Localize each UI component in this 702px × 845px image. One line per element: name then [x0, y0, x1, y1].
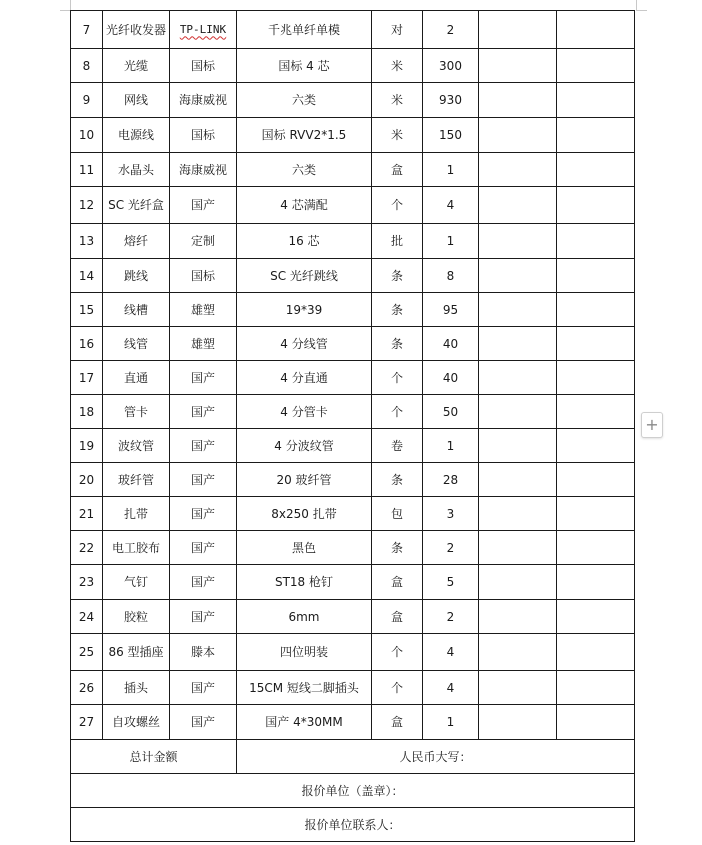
item-unit: 条	[372, 327, 423, 361]
item-quantity: 5	[423, 565, 479, 600]
unit-price-cell[interactable]	[479, 395, 557, 429]
item-brand: 国标	[170, 118, 237, 153]
item-quantity: 1	[423, 429, 479, 463]
item-name: 胶粒	[103, 600, 170, 634]
item-unit: 米	[372, 49, 423, 83]
amount-cell[interactable]	[557, 361, 635, 395]
item-unit: 个	[372, 671, 423, 705]
amount-cell[interactable]	[557, 293, 635, 327]
unit-price-cell[interactable]	[479, 49, 557, 83]
table-row	[71, 11, 635, 49]
unit-price-cell[interactable]	[479, 259, 557, 293]
item-spec: 19*39	[237, 293, 372, 327]
item-quantity: 40	[423, 361, 479, 395]
item-unit: 盒	[372, 705, 423, 740]
item-quantity: 4	[423, 187, 479, 224]
item-spec: SC 光纤跳线	[237, 259, 372, 293]
row-number: 20	[71, 463, 103, 497]
total-row	[71, 740, 635, 774]
item-brand: 滕本	[170, 634, 237, 671]
item-name: 86 型插座	[103, 634, 170, 671]
plus-icon: +	[645, 415, 659, 434]
item-spec: 8x250 扎带	[237, 497, 372, 531]
item-quantity: 3	[423, 497, 479, 531]
amount-cell[interactable]	[557, 671, 635, 705]
item-spec: 4 分直通	[237, 361, 372, 395]
item-brand: 国产	[170, 361, 237, 395]
item-spec: 六类	[237, 83, 372, 118]
table-row	[71, 83, 635, 118]
table-row	[71, 49, 635, 83]
item-quantity: 300	[423, 49, 479, 83]
item-name: 管卡	[103, 395, 170, 429]
item-spec: 国产 4*30MM	[237, 705, 372, 740]
quotation-table	[70, 10, 635, 842]
item-name: SC 光纤盒	[103, 187, 170, 224]
amount-cell[interactable]	[557, 634, 635, 671]
item-spec: 千兆单纤单模	[237, 11, 372, 49]
item-quantity: 930	[423, 83, 479, 118]
unit-price-cell[interactable]	[479, 463, 557, 497]
amount-cell[interactable]	[557, 224, 635, 259]
item-spec: 16 芯	[237, 224, 372, 259]
item-unit: 包	[372, 497, 423, 531]
table-row	[71, 293, 635, 327]
item-unit: 个	[372, 361, 423, 395]
item-spec: 6mm	[237, 600, 372, 634]
amount-cell[interactable]	[557, 565, 635, 600]
item-quantity: 40	[423, 327, 479, 361]
item-brand: 海康威视	[170, 153, 237, 187]
contact-row	[71, 808, 635, 842]
item-name: 电源线	[103, 118, 170, 153]
item-spec: 4 分管卡	[237, 395, 372, 429]
amount-cell[interactable]	[557, 705, 635, 740]
item-brand: 国标	[170, 49, 237, 83]
amount-cell[interactable]	[557, 118, 635, 153]
row-number: 27	[71, 705, 103, 740]
unit-price-cell[interactable]	[479, 531, 557, 565]
item-brand: 定制	[170, 224, 237, 259]
add-row-button[interactable]	[641, 412, 663, 438]
item-quantity: 4	[423, 634, 479, 671]
amount-cell[interactable]	[557, 463, 635, 497]
table-row	[71, 463, 635, 497]
item-quantity: 50	[423, 395, 479, 429]
amount-cell[interactable]	[557, 600, 635, 634]
item-brand: 雄塑	[170, 327, 237, 361]
table-row	[71, 497, 635, 531]
item-spec: 15CM 短线二脚插头	[237, 671, 372, 705]
unit-price-cell[interactable]	[479, 224, 557, 259]
table-row	[71, 395, 635, 429]
unit-price-cell[interactable]	[479, 293, 557, 327]
unit-price-cell[interactable]	[479, 565, 557, 600]
table-row	[71, 671, 635, 705]
table-row	[71, 705, 635, 740]
item-brand: 国产	[170, 429, 237, 463]
amount-cell[interactable]	[557, 83, 635, 118]
item-spec: 20 玻纤管	[237, 463, 372, 497]
table-row	[71, 118, 635, 153]
unit-price-cell[interactable]	[479, 497, 557, 531]
item-quantity: 8	[423, 259, 479, 293]
table-row	[71, 429, 635, 463]
item-name: 插头	[103, 671, 170, 705]
item-name: 光缆	[103, 49, 170, 83]
item-name: 光纤收发器	[103, 11, 170, 49]
item-unit: 盒	[372, 600, 423, 634]
item-brand: 海康威视	[170, 83, 237, 118]
item-name: 直通	[103, 361, 170, 395]
unit-price-cell[interactable]	[479, 327, 557, 361]
amount-cell[interactable]	[557, 11, 635, 49]
company-row	[71, 774, 635, 808]
unit-price-cell[interactable]	[479, 11, 557, 49]
row-number: 14	[71, 259, 103, 293]
spellcheck-underline: TP-LINK	[179, 22, 227, 36]
item-spec: 4 分波纹管	[237, 429, 372, 463]
item-unit: 米	[372, 83, 423, 118]
item-name: 线管	[103, 327, 170, 361]
item-unit: 个	[372, 187, 423, 224]
unit-price-cell[interactable]	[479, 671, 557, 705]
row-number: 13	[71, 224, 103, 259]
item-quantity: 2	[423, 531, 479, 565]
row-number: 22	[71, 531, 103, 565]
item-quantity: 1	[423, 153, 479, 187]
row-number: 15	[71, 293, 103, 327]
row-number: 16	[71, 327, 103, 361]
item-name: 气钉	[103, 565, 170, 600]
item-unit: 盒	[372, 153, 423, 187]
quoting-contact-field[interactable]: 报价单位联系人：	[71, 808, 635, 842]
item-name: 线槽	[103, 293, 170, 327]
table-row	[71, 565, 635, 600]
item-quantity: 2	[423, 600, 479, 634]
unit-price-cell[interactable]	[479, 118, 557, 153]
item-unit: 米	[372, 118, 423, 153]
table-row	[71, 153, 635, 187]
amount-cell[interactable]	[557, 429, 635, 463]
item-quantity: 95	[423, 293, 479, 327]
item-brand	[170, 11, 237, 49]
unit-price-cell[interactable]	[479, 187, 557, 224]
row-number: 12	[71, 187, 103, 224]
table-row	[71, 187, 635, 224]
item-spec: 4 分线管	[237, 327, 372, 361]
row-number: 11	[71, 153, 103, 187]
unit-price-cell[interactable]	[479, 634, 557, 671]
item-spec: ST18 枪钉	[237, 565, 372, 600]
item-spec: 国标 RVV2*1.5	[237, 118, 372, 153]
table-row	[71, 327, 635, 361]
item-brand: 国产	[170, 671, 237, 705]
item-name: 网线	[103, 83, 170, 118]
unit-price-cell[interactable]	[479, 429, 557, 463]
item-brand: 国产	[170, 395, 237, 429]
item-spec: 六类	[237, 153, 372, 187]
amount-cell[interactable]	[557, 395, 635, 429]
amount-cell[interactable]	[557, 497, 635, 531]
table-row	[71, 531, 635, 565]
amount-cell[interactable]	[557, 531, 635, 565]
item-spec: 国标 4 芯	[237, 49, 372, 83]
item-unit: 条	[372, 463, 423, 497]
row-number: 7	[71, 11, 103, 49]
item-brand: 国标	[170, 259, 237, 293]
item-unit: 对	[372, 11, 423, 49]
unit-price-cell[interactable]	[479, 361, 557, 395]
item-name: 扎带	[103, 497, 170, 531]
rmb-uppercase-field[interactable]: 人民币大写：	[237, 740, 635, 774]
row-number: 23	[71, 565, 103, 600]
item-name: 电工胶布	[103, 531, 170, 565]
amount-cell[interactable]	[557, 327, 635, 361]
table-row	[71, 224, 635, 259]
item-unit: 条	[372, 293, 423, 327]
unit-price-cell[interactable]	[479, 153, 557, 187]
item-unit: 个	[372, 634, 423, 671]
amount-cell[interactable]	[557, 49, 635, 83]
item-brand: 国产	[170, 600, 237, 634]
item-spec: 4 芯满配	[237, 187, 372, 224]
item-quantity: 1	[423, 705, 479, 740]
item-unit: 条	[372, 259, 423, 293]
table-row	[71, 634, 635, 671]
table-row	[71, 600, 635, 634]
row-number: 25	[71, 634, 103, 671]
unit-price-cell[interactable]	[479, 83, 557, 118]
item-spec: 四位明装	[237, 634, 372, 671]
item-name: 波纹管	[103, 429, 170, 463]
item-spec: 黑色	[237, 531, 372, 565]
item-name: 玻纤管	[103, 463, 170, 497]
row-number: 24	[71, 600, 103, 634]
row-number: 17	[71, 361, 103, 395]
row-number: 18	[71, 395, 103, 429]
item-quantity: 28	[423, 463, 479, 497]
page-corner-mark-right	[636, 0, 647, 11]
unit-price-cell[interactable]	[479, 600, 557, 634]
item-brand: 国产	[170, 565, 237, 600]
item-unit: 批	[372, 224, 423, 259]
amount-cell[interactable]	[557, 187, 635, 224]
item-quantity: 150	[423, 118, 479, 153]
item-unit: 盒	[372, 565, 423, 600]
item-quantity: 1	[423, 224, 479, 259]
item-brand: 国产	[170, 531, 237, 565]
item-quantity: 4	[423, 671, 479, 705]
item-brand: 国产	[170, 187, 237, 224]
item-quantity: 2	[423, 11, 479, 49]
item-unit: 卷	[372, 429, 423, 463]
item-brand: 雄塑	[170, 293, 237, 327]
item-unit: 条	[372, 531, 423, 565]
row-number: 26	[71, 671, 103, 705]
item-brand: 国产	[170, 497, 237, 531]
total-amount-label: 总计金额	[71, 740, 237, 774]
row-number: 8	[71, 49, 103, 83]
unit-price-cell[interactable]	[479, 705, 557, 740]
item-name: 水晶头	[103, 153, 170, 187]
table-row	[71, 361, 635, 395]
table-row	[71, 259, 635, 293]
row-number: 10	[71, 118, 103, 153]
item-name: 熔纤	[103, 224, 170, 259]
amount-cell[interactable]	[557, 259, 635, 293]
item-name: 自攻螺丝	[103, 705, 170, 740]
amount-cell[interactable]	[557, 153, 635, 187]
row-number: 9	[71, 83, 103, 118]
row-number: 19	[71, 429, 103, 463]
item-brand: 国产	[170, 705, 237, 740]
item-brand: 国产	[170, 463, 237, 497]
item-name: 跳线	[103, 259, 170, 293]
row-number: 21	[71, 497, 103, 531]
item-unit: 个	[372, 395, 423, 429]
quoting-company-field[interactable]: 报价单位（盖章）：	[71, 774, 635, 808]
